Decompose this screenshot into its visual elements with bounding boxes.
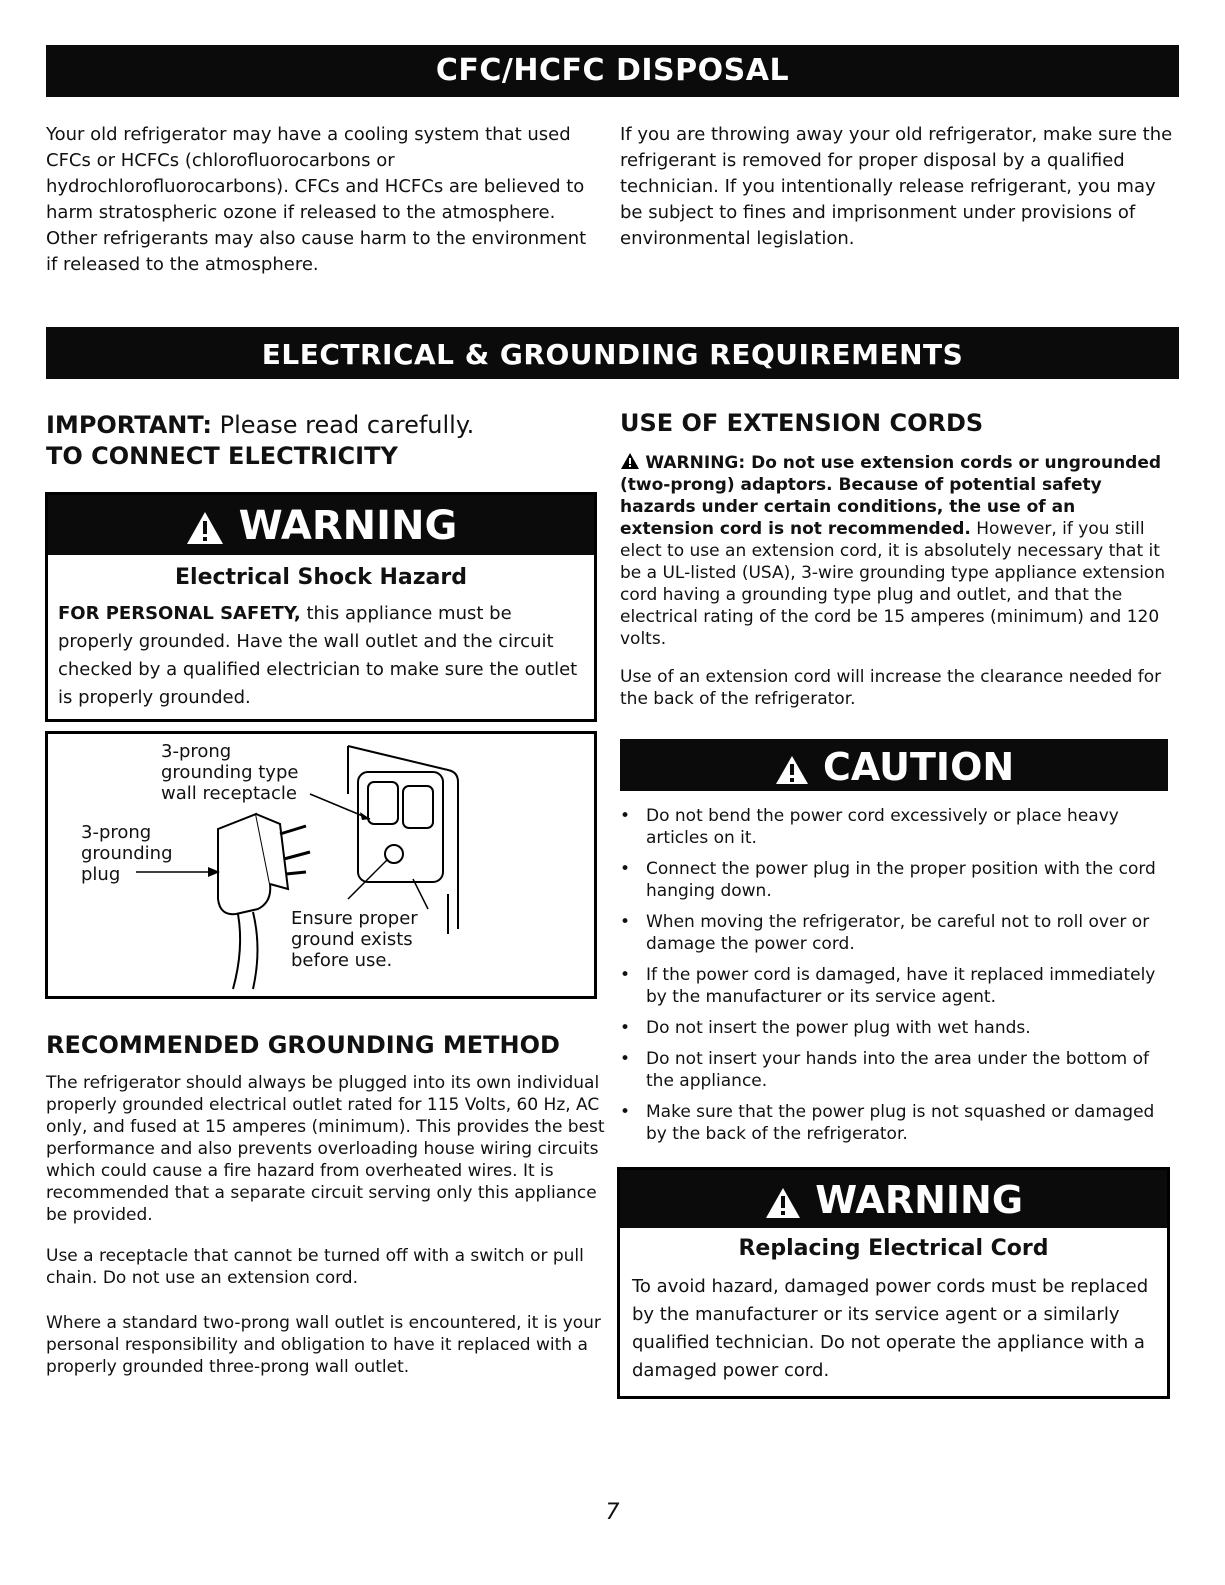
caution-item-text: Do not insert your hands into the area under the bottom of the appliance. [646, 1049, 1150, 1091]
warning-body [58, 600, 584, 712]
caution-list [620, 805, 1175, 1154]
extension-warning-rest: However, if you still elect to use an extension cord, it is absolutely necessary that it be a UL-listed (USA), 3-wire grounding type appliance extension cord having a grounding type plug and outlet, and that the electrical rating of the cord be 15 amperes (minimum) and 120 volts. [620, 519, 1166, 649]
warning-title-bar [48, 495, 594, 555]
plug-label: 3-prong grounding plug [81, 822, 173, 885]
extension-warning-paragraph [620, 452, 1175, 650]
warning-title-text: WARNING [238, 503, 458, 549]
cfc-left-paragraph: Your old refrigerator may have a cooling system that used CFCs or HCFCs (chlorofluorocarbons or hydrochlorofluorocarbons). CFCs and HCFCs are believed to harm stratospheric ozone if released to the atmosphere. Other refrigerants may also cause harm to the environment if released to the atmosphere. [46, 124, 587, 275]
caution-item: • Connect the power plug in the proper position with the cord hanging down. [620, 859, 1156, 901]
caution-item-text: Make sure that the power plug is not squashed or damaged by the back of the refrigerator. [646, 1102, 1155, 1144]
warning-subtitle: Replacing Electrical Cord [738, 1236, 1049, 1261]
caution-item-text: If the power cord is damaged, have it replaced immediately by the manufacturer or its service agent. [646, 965, 1156, 1007]
important-note [46, 410, 474, 440]
caution-banner [620, 739, 1168, 791]
warning-title-bar [620, 1170, 1167, 1228]
shock-hazard-warning-box [45, 492, 597, 722]
warning-triangle-icon [620, 452, 640, 470]
caution-triangle-icon [774, 754, 810, 786]
grounding-paragraph-2: Use a receptacle that cannot be turned off with a switch or pull chain. Do not use an extension cord. [46, 1246, 584, 1288]
caution-item: • If the power cord is damaged, have it replaced immediately by the manufacturer or its service agent. [620, 965, 1156, 1007]
grounding-method-heading: RECOMMENDED GROUNDING METHOD [46, 1031, 560, 1059]
grounding-paragraph-1: The refrigerator should always be plugged into its own individual properly grounded electrical outlet rated for 115 Volts, 60 Hz, AC only, and fused at 15 amperes (minimum). This provides the best performance and also prevents overloading house wiring circuits which could cause a fire hazard from overheated wires. It is recommended that a separate circuit serving only this appliance be provided. [46, 1073, 605, 1225]
warning-triangle-icon [185, 510, 225, 546]
plug-and-outlet-illustration [48, 734, 594, 996]
replacing-cord-warning-box [617, 1167, 1170, 1399]
extension-warning-bold: WARNING: Do not use extension cords or ungrounded (two-prong) adaptors. Because of potential safety hazards under certain conditions, the use of an extension cord is not recommended. [620, 453, 1162, 539]
caution-item-text: When moving the refrigerator, be careful not to roll over or damage the power cord. [646, 912, 1150, 954]
cfc-right-paragraph: If you are throwing away your old refrigerator, make sure the refrigerant is removed for proper disposal by a qualified technician. If you intentionally release refrigerant, you may be subject to fines and imprisonment under provisions of environmental legislation. [620, 124, 1173, 249]
caution-item: • Do not insert your hands into the area under the bottom of the appliance. [620, 1049, 1150, 1091]
caution-item-text: Connect the power plug in the proper position with the cord hanging down. [646, 859, 1156, 901]
connect-electricity-heading: TO CONNECT ELECTRICITY [46, 442, 398, 470]
important-label: IMPORTANT: [46, 411, 213, 439]
extension-paragraph-2: Use of an extension cord will increase the clearance needed for the back of the refrigerator. [620, 667, 1162, 709]
important-text: Please read carefully. [212, 411, 475, 439]
electrical-section-banner: ELECTRICAL & GROUNDING REQUIREMENTS [46, 327, 1179, 379]
caution-item-text: Do not bend the power cord excessively or place heavy articles on it. [646, 806, 1119, 848]
warning-lead: FOR PERSONAL SAFETY, [58, 603, 301, 624]
caution-item: • When moving the refrigerator, be careful not to roll over or damage the power cord. [620, 912, 1150, 954]
caution-item: • Make sure that the power plug is not squashed or damaged by the back of the refrigerator. [620, 1102, 1155, 1144]
warning-title-text: WARNING [815, 1178, 1024, 1222]
cfc-section-banner: CFC/HCFC DISPOSAL [46, 45, 1179, 97]
caution-item-text: Do not insert the power plug with wet hands. [646, 1018, 1031, 1038]
caution-item: • Do not bend the power cord excessively or place heavy articles on it. [620, 806, 1119, 848]
grounding-figure-box [45, 731, 597, 999]
warning-subtitle: Electrical Shock Hazard [175, 565, 467, 590]
extension-cords-heading: USE OF EXTENSION CORDS [620, 409, 984, 437]
warning-text: this appliance must be properly grounded. Have the wall outlet and the circuit checked by a qualified electrician to make sure the outlet is properly grounded. [58, 603, 578, 708]
receptacle-label: 3-prong grounding type wall receptacle [161, 741, 299, 804]
grounding-paragraph-3: Where a standard two-prong wall outlet is encountered, it is your personal responsibility and obligation to have it replaced with a properly grounded three-prong wall outlet. [46, 1313, 601, 1377]
caution-title: CAUTION [823, 745, 1015, 789]
page-number: 7 [605, 1500, 620, 1525]
ground-label: Ensure proper ground exists before use. [291, 908, 418, 971]
warning-triangle-icon [764, 1186, 802, 1220]
caution-item: • Do not insert the power plug with wet hands. [620, 1018, 1031, 1038]
warning-body: To avoid hazard, damaged power cords must be replaced by the manufacturer or its service agent or a similarly qualified technician. Do not operate the appliance with a damaged power cord. [632, 1276, 1149, 1381]
